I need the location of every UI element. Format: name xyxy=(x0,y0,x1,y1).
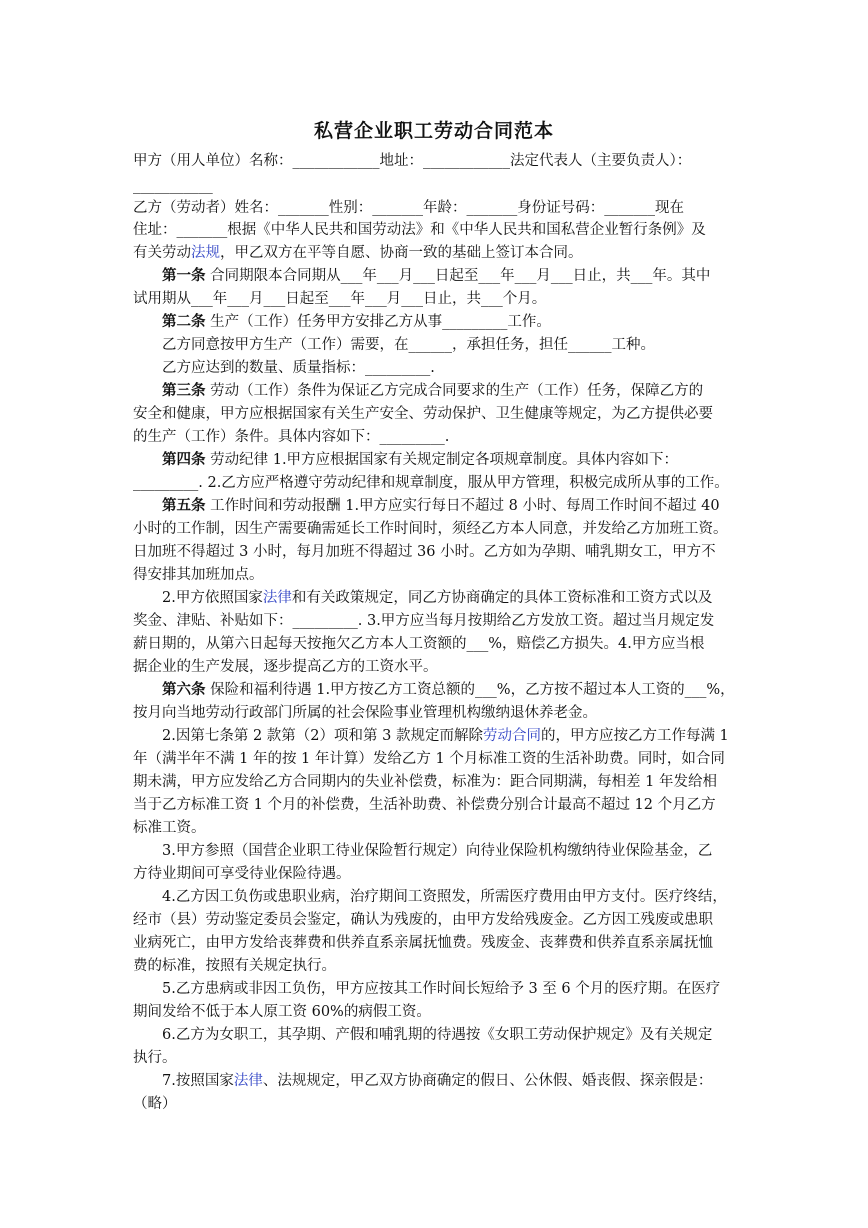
text-line: 3.甲方参照（国营企业职工待业保险暂行规定）向待业保险机构缴纳待业保险基金，乙 xyxy=(162,843,713,859)
text-line: 安全和健康，甲方应根据国家有关生产安全、劳动保护、卫生健康等规定，为乙方提供必要 xyxy=(133,406,713,422)
text-line: 4.乙方因工负伤或患职业病，治疗期间工资照发，所需医疗费用由甲方支付。医疗终结， xyxy=(162,889,727,905)
article-3-heading: 第三条 劳动（工作）条件为保证乙方完成合同要求的生产（工作）任务，保障乙方的 xyxy=(162,382,704,399)
text-line: 费的标准，按照有关规定执行。 xyxy=(133,958,336,974)
article-4-heading: 第四条 劳动纪律 1.甲方应根据国家有关规定制定各项规章制度。具体内容如下： xyxy=(162,451,679,468)
text-line: 奖金、津贴、补贴如下：_________. 3.甲方应当每月按期给乙方发放工资。超过当月规定发 xyxy=(133,613,715,629)
text-line: 方待业期间可享受待业保险待遇。 xyxy=(133,866,351,882)
text-line: 乙方同意按甲方生产（工作）需要，在______，承担任务，担任______工种。 xyxy=(162,337,655,353)
text-line: 7.按照国家法律、法规规定，甲乙双方协商确定的假日、公休假、婚丧假、探亲假是： xyxy=(162,1073,713,1089)
text-line: 日加班不得超过 3 小时，每月加班不得超过 36 小时。乙方如为孕期、哺乳期女工，甲方不 xyxy=(133,544,716,560)
text-line: 试用期从___年___月___日起至___年___月___日止，共___个月。 xyxy=(133,291,547,307)
text-line: 得安排其加班加点。 xyxy=(133,567,264,583)
text-line: 期间发给不低于本人原工资 60%的病假工资。 xyxy=(133,1004,431,1020)
text-line: 2.因第七条第 2 款第（2）项和第 3 款规定而解除劳动合同的，甲方应按乙方工作每满 1 xyxy=(162,728,729,744)
text-line: （略） xyxy=(133,1096,177,1112)
text-line: 的生产（工作）条件。具体内容如下：_________. xyxy=(133,429,450,445)
text-line: 当于乙方标准工资 1 个月的补偿费，生活补助费、补偿费分别合计最高不超过 12 个月乙方 xyxy=(133,797,716,813)
text-line: 乙方应达到的数量、质量指标：_________. xyxy=(162,360,435,376)
text-line: 年（满半年不满 1 年的按 1 年计算）发给乙方 1 个月标准工资的生活补助费。同时，如合同 xyxy=(133,751,725,767)
text-line: ___________ xyxy=(133,178,213,194)
text-line: 标准工资。 xyxy=(133,820,206,836)
text-line: 期未满，甲方应发给乙方合同期内的失业补偿费，标准为：距合同期满，每相差 1 年发给相 xyxy=(133,774,717,790)
text-line: 小时的工作制，因生产需要确需延长工作时间时，须经乙方本人同意，并发给乙方加班工资。 xyxy=(133,521,728,537)
text-line: 有关劳动法规，甲乙双方在平等自愿、协商一致的基础上签订本合同。 xyxy=(133,245,583,261)
article-6-heading: 第六条 保险和福利待遇 1.甲方按乙方工资总额的___%，乙方按不超过本人工资的___%， xyxy=(162,681,735,698)
text-line: 薪日期的，从第六日起每天按拖欠乙方本人工资额的___%，赔偿乙方损失。4.甲方应当根 xyxy=(133,636,705,652)
text-line: 乙方（劳动者）姓名：_______性别：_______年龄：_______身份证号码：_______现在 xyxy=(133,200,684,216)
text-line: 住址：_______根据《中华人民共和国劳动法》和《中华人民共和国私营企业暂行条例》及 xyxy=(133,222,706,238)
text-line: 据企业的生产发展，逐步提高乙方的工资水平。 xyxy=(133,659,438,675)
text-line: 5.乙方患病或非因工负伤，甲方应按其工作时间长短给予 3 至 6 个月的医疗期。在医疗 xyxy=(162,981,721,997)
article-1-heading: 第一条 合同期限本合同期从___年___月___日起至___年___月___日止，共___年。其中 xyxy=(162,267,711,284)
text-line: 按月向当地劳动行政部门所属的社会保险事业管理机构缴纳退休养老金。 xyxy=(133,705,597,721)
text-line: 业病死亡，由甲方发给丧葬费和供养直系亲属抚恤费。残废金、丧葬费和供养直系亲属抚恤 xyxy=(133,935,713,951)
text-line: 执行。 xyxy=(133,1050,177,1066)
article-5-heading: 第五条 工作时间和劳动报酬 1.甲方应实行每日不超过 8 小时、每周工作时间不超过 40 xyxy=(162,497,720,514)
text-line: _________. 2.乙方应严格遵守劳动纪律和规章制度，服从甲方管理，积极完成所从事的工作。 xyxy=(133,475,729,491)
text-line: 甲方（用人单位）名称：____________地址：____________法定代表人（主要负责人）： xyxy=(133,153,692,169)
article-2-heading: 第二条 生产（工作）任务甲方安排乙方从事_________工作。 xyxy=(162,313,551,330)
text-line: 经市（县）劳动鉴定委员会鉴定，确认为残废的，由甲方发给残废金。乙方因工残废或患职 xyxy=(133,912,713,928)
text-line: 2.甲方依照国家法律和有关政策规定，同乙方协商确定的具体工资标准和工资方式以及 xyxy=(162,590,713,606)
text-line: 6.乙方为女职工，其孕期、产假和哺乳期的待遇按《女职工劳动保护规定》及有关规定 xyxy=(162,1027,713,1043)
document-title: 私营企业职工劳动合同范本 xyxy=(313,120,554,142)
